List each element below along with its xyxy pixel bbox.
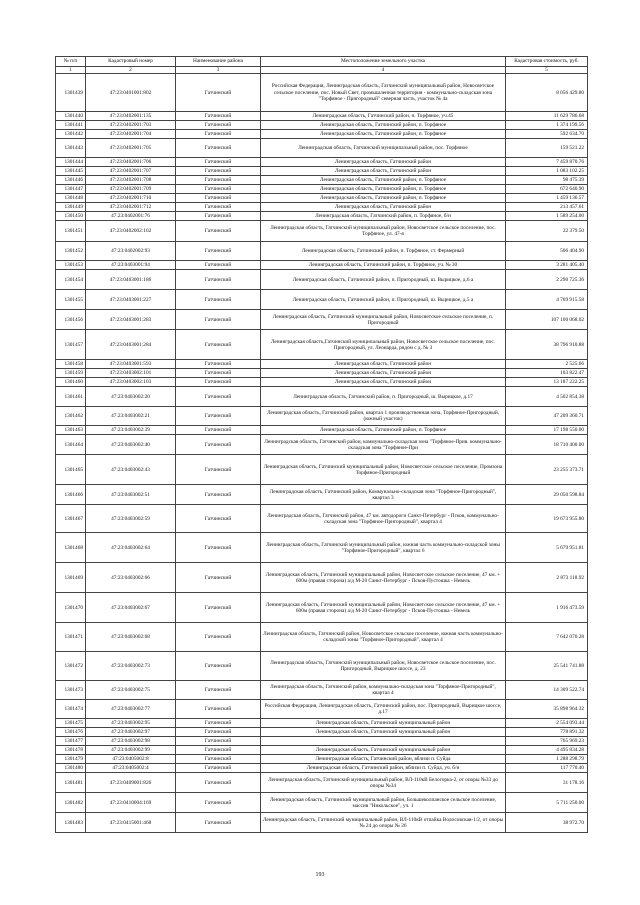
table-row xyxy=(56,728,588,737)
table-row xyxy=(56,112,588,121)
cost-cell: 506 404.90 xyxy=(506,242,588,261)
table-row xyxy=(56,455,588,485)
cadastral-number-cell: 47:23:0403001:593 xyxy=(86,360,176,369)
location-cell: Ленинградская область, Гатчинский район, вблизи п. Суйда, уч. б/н xyxy=(261,764,506,773)
cadastral-number-cell: 47:23:0403001:227 xyxy=(86,290,176,310)
cadastral-number-cell: 47:23:0403002:97 xyxy=(86,728,176,737)
table-row xyxy=(56,176,588,185)
cadastral-number-cell: 47:23:0403002:20 xyxy=(86,387,176,407)
district-cell: Гатчинский xyxy=(176,533,261,563)
district-cell: Гатчинский xyxy=(176,139,261,158)
row-id-cell: 1301468 xyxy=(56,533,86,563)
district-cell: Гатчинский xyxy=(176,203,261,212)
table-row xyxy=(56,681,588,700)
cadastral-number-cell: 47:23:0415001:468 xyxy=(86,813,176,833)
cost-cell: 14 309 522.74 xyxy=(506,681,588,700)
district-cell: Гатчинский xyxy=(176,212,261,221)
table-row xyxy=(56,652,588,681)
row-id-cell: 1301458 xyxy=(56,360,86,369)
cost-cell: 592 634.70 xyxy=(506,130,588,139)
table-row xyxy=(56,130,588,139)
cost-cell: 778 891.32 xyxy=(506,728,588,737)
column-number: 4 xyxy=(261,67,506,74)
table-row xyxy=(56,167,588,176)
row-id-cell: 1301463 xyxy=(56,426,86,435)
table-row xyxy=(56,212,588,221)
row-id-cell: 1301480 xyxy=(56,764,86,773)
cost-cell: 29 050 598.84 xyxy=(506,485,588,505)
district-cell: Гатчинский xyxy=(176,167,261,176)
district-cell: Гатчинский xyxy=(176,194,261,203)
cost-cell: 4 495 834.28 xyxy=(506,746,588,755)
district-cell: Гатчинский xyxy=(176,130,261,139)
cost-cell: 7 642 070.28 xyxy=(506,623,588,652)
location-cell: Ленинградская область, Гатчинский район, коммунально-складская зона "Торфяное-Пригородный", квартал 4 xyxy=(261,681,506,700)
location-cell: Ленинградская область, Гатчинский район, вблизи п. Суйда xyxy=(261,755,506,764)
row-id-cell: 1301451 xyxy=(56,221,86,242)
table-row xyxy=(56,533,588,563)
district-cell: Гатчинский xyxy=(176,623,261,652)
table-row xyxy=(56,194,588,203)
district-cell: Гатчинский xyxy=(176,764,261,773)
cost-cell: 117 770.40 xyxy=(506,764,588,773)
cadastral-number-cell: 47:23:0403002:68 xyxy=(86,623,176,652)
cadastral-number-cell: 47:23:0403002:43 xyxy=(86,455,176,485)
location-cell: Ленинградская область, Гатчинский район, Коммунально-складская зона "Торфяное-Пригородный", квартал 3 xyxy=(261,485,506,505)
cadastral-number-cell: 47:23:0403002:66 xyxy=(86,563,176,593)
cadastral-number-cell: 47:23:0409001:826 xyxy=(86,773,176,793)
cadastral-number-cell: 47:23:0403002:98 xyxy=(86,737,176,746)
cost-cell: 35 898 964.32 xyxy=(506,700,588,719)
cost-cell: 5 711 250.00 xyxy=(506,793,588,813)
cost-cell: 7 459 870.76 xyxy=(506,158,588,167)
cost-cell: 47 209 360.71 xyxy=(506,407,588,426)
cadastral-number-cell: 47:23:0403002:103 xyxy=(86,378,176,387)
district-cell: Гатчинский xyxy=(176,793,261,813)
district-cell: Гатчинский xyxy=(176,700,261,719)
row-id-cell: 1301473 xyxy=(56,681,86,700)
table-row xyxy=(56,330,588,360)
cost-cell: 1 589 254.00 xyxy=(506,212,588,221)
cadastral-number-cell: 47:23:0403002:40 xyxy=(86,435,176,455)
cadastral-number-cell: 47:23:0403001:186 xyxy=(86,270,176,290)
cost-cell: 765 969.23 xyxy=(506,737,588,746)
cadastral-number-cell: 47:23:0402001:707 xyxy=(86,167,176,176)
row-id-cell: 1301483 xyxy=(56,813,86,833)
table-row xyxy=(56,139,588,158)
row-id-cell: 1301460 xyxy=(56,378,86,387)
row-id-cell: 1301471 xyxy=(56,623,86,652)
table-row xyxy=(56,74,588,112)
cost-cell: 98 475.39 xyxy=(506,176,588,185)
cost-cell: 18 710 400.00 xyxy=(506,435,588,455)
header-cadastral-cost: Кадастровая стоимость, руб. xyxy=(506,57,588,67)
cadastral-number-cell: 47:23:0403002:39 xyxy=(86,426,176,435)
cost-cell: 19 673 955.80 xyxy=(506,505,588,533)
table-row xyxy=(56,593,588,623)
row-id-cell: 1301481 xyxy=(56,773,86,793)
row-id-cell: 1301478 xyxy=(56,746,86,755)
cadastral-number-cell: 47:23:0403002:101 xyxy=(86,369,176,378)
column-number: 2 xyxy=(86,67,176,74)
cost-cell: 4 769 915.58 xyxy=(506,290,588,310)
row-id-cell: 1301476 xyxy=(56,728,86,737)
row-id-cell: 1301459 xyxy=(56,369,86,378)
location-cell: Ленинградская область, Гатчинский район, п. Торфяное, уч.45 xyxy=(261,112,506,121)
cost-cell: 8 056 429.80 xyxy=(506,74,588,112)
table-row xyxy=(56,290,588,310)
location-cell: Ленинградская область, Гатчинский муниципальный район xyxy=(261,746,506,755)
table-row xyxy=(56,485,588,505)
district-cell: Гатчинский xyxy=(176,242,261,261)
cost-cell: 25 541 741.88 xyxy=(506,652,588,681)
district-cell: Гатчинский xyxy=(176,387,261,407)
location-cell: Ленинградская область, Гатчинский муниципальный район, Новосветское сельское поселение, п. Пригородный xyxy=(261,310,506,330)
cadastral-number-cell: 47:23:0403002:64 xyxy=(86,533,176,563)
cadastral-number-cell: 47:23:0402001:76 xyxy=(86,212,176,221)
row-id-cell: 1301444 xyxy=(56,158,86,167)
table-row xyxy=(56,737,588,746)
cost-cell: 103 822.47 xyxy=(506,369,588,378)
cost-cell: 1 459 136.57 xyxy=(506,194,588,203)
cadastral-number-cell: 47:23:0402002:102 xyxy=(86,221,176,242)
row-id-cell: 1301445 xyxy=(56,167,86,176)
header-location: Местоположение земельного участка xyxy=(261,57,506,67)
district-cell: Гатчинский xyxy=(176,813,261,833)
row-id-cell: 1301479 xyxy=(56,755,86,764)
cost-cell: 2 554 093.44 xyxy=(506,719,588,728)
table-row xyxy=(56,369,588,378)
row-id-cell: 1301477 xyxy=(56,737,86,746)
district-cell: Гатчинский xyxy=(176,505,261,533)
cadastral-number-cell: 47:23:0403002:67 xyxy=(86,593,176,623)
district-cell: Гатчинский xyxy=(176,121,261,130)
cadastral-number-cell: 47:23:0403001:283 xyxy=(86,310,176,330)
cadastral-number-cell: 47:23:0405002:4 xyxy=(86,764,176,773)
district-cell: Гатчинский xyxy=(176,728,261,737)
cadastral-number-cell: 47:23:0402001:703 xyxy=(86,121,176,130)
table-row xyxy=(56,261,588,270)
cadastral-number-cell: 47:23:0402001:708 xyxy=(86,176,176,185)
district-cell: Гатчинский xyxy=(176,310,261,330)
location-cell: Ленинградская область, Гатчинский район xyxy=(261,369,506,378)
location-cell: Ленинградская область, Гатчинский район, п. Пригородный, ш. Вырицкое, д.6 а xyxy=(261,270,506,290)
table-row xyxy=(56,203,588,212)
district-cell: Гатчинский xyxy=(176,593,261,623)
table-row xyxy=(56,426,588,435)
page-number: 193 xyxy=(315,872,325,878)
table-row xyxy=(56,387,588,407)
column-number: 3 xyxy=(176,67,261,74)
cadastral-number-cell: 47:23:0401001:802 xyxy=(86,74,176,112)
row-id-cell: 1301443 xyxy=(56,139,86,158)
district-cell: Гатчинский xyxy=(176,455,261,485)
cost-cell: 1 288 298.79 xyxy=(506,755,588,764)
location-cell: Ленинградская область, Гатчинский муниципальный район, Новосветское сельское поселение, Промзона Торфяное-Пригородный xyxy=(261,455,506,485)
district-cell: Гатчинский xyxy=(176,652,261,681)
cadastral-number-cell: 47:23:0403002:99 xyxy=(86,746,176,755)
location-cell: Ленинградская область, Гатчинский район xyxy=(261,360,506,369)
cadastral-number-cell: 47:23:0405002:8 xyxy=(86,755,176,764)
table-row xyxy=(56,435,588,455)
cadastral-number-cell: 47:23:0402001:706 xyxy=(86,158,176,167)
location-cell: Ленинградская область, Гатчинский район xyxy=(261,158,506,167)
table-row xyxy=(56,700,588,719)
cadastral-number-cell: 47:23:0403002:73 xyxy=(86,652,176,681)
row-id-cell: 1301470 xyxy=(56,593,86,623)
header-cadastral-number: Кадастровый номер xyxy=(86,57,176,67)
district-cell: Гатчинский xyxy=(176,746,261,755)
location-cell: Ленинградская область, Гатчинский район, Новосветское сельское поселение, южная часть коммунально-складской зоны "Торфяное-Пригородный", квартал 4 xyxy=(261,623,506,652)
cost-cell: 11 629 786.68 xyxy=(506,112,588,121)
district-cell: Гатчинский xyxy=(176,737,261,746)
row-id-cell: 1301461 xyxy=(56,387,86,407)
row-id-cell: 1301456 xyxy=(56,310,86,330)
district-cell: Гатчинский xyxy=(176,681,261,700)
location-cell: Ленинградская область, Гатчинский район, квартал 1 производственная зона, Торфяное-Пригородный, (южный участок) xyxy=(261,407,506,426)
table-row xyxy=(56,360,588,369)
row-id-cell: 1301450 xyxy=(56,212,86,221)
cost-cell: 17 198 550.00 xyxy=(506,426,588,435)
location-cell: Ленинградская область, Гатчинский муниципальный район, ВЛ-110кВ Белогорка-2, от опоры №33 до опоры №34 xyxy=(261,773,506,793)
cost-cell: 5 679 951.81 xyxy=(506,533,588,563)
row-id-cell: 1301447 xyxy=(56,185,86,194)
table-row xyxy=(56,221,588,242)
cadastral-value-table xyxy=(55,56,588,833)
row-id-cell: 1301452 xyxy=(56,242,86,261)
location-cell xyxy=(261,737,506,746)
table-row xyxy=(56,764,588,773)
location-cell: Ленинградская область, Гатчинский район, п. Торфяное, б/н xyxy=(261,212,506,221)
column-number: 5 xyxy=(506,67,588,74)
district-cell: Гатчинский xyxy=(176,270,261,290)
district-cell: Гатчинский xyxy=(176,330,261,360)
location-cell: Ленинградская область,Гатчинский муниципальный район, Новосветское сельское поселение, пос. Пригородный, ул. Леонарда, рядом с д. № 3 xyxy=(261,330,506,360)
district-cell: Гатчинский xyxy=(176,773,261,793)
header-district-name: Наименование района xyxy=(176,57,261,67)
header-row-number: № п/п xyxy=(56,57,86,67)
row-id-cell: 1301454 xyxy=(56,270,86,290)
table-row xyxy=(56,378,588,387)
district-cell: Гатчинский xyxy=(176,176,261,185)
cadastral-number-cell: 47:23:0402001:712 xyxy=(86,203,176,212)
cadastral-number-cell: 47:23:0403001:284 xyxy=(86,330,176,360)
cadastral-number-cell: 47:23:0402001:709 xyxy=(86,185,176,194)
row-id-cell: 1301465 xyxy=(56,455,86,485)
location-cell: Ленинградская область, Гатчинский муниципальный район, Новосветское сельское поселение, 47 км. + 600м (правая сторона) а/д М-20 Санкт-Петербург - Псков-Пустошка - Невель xyxy=(261,593,506,623)
cadastral-number-cell: 47:23:0403002:51 xyxy=(86,485,176,505)
row-id-cell: 1301455 xyxy=(56,290,86,310)
table-row xyxy=(56,310,588,330)
district-cell: Гатчинский xyxy=(176,74,261,112)
table-row xyxy=(56,121,588,130)
district-cell: Гатчинский xyxy=(176,360,261,369)
row-id-cell: 1301439 xyxy=(56,74,86,112)
cadastral-number-cell: 47:23:0403002:95 xyxy=(86,719,176,728)
cadastral-number-cell: 47:23:0403002:75 xyxy=(86,681,176,700)
location-cell: Ленинградская область, Гатчинский муниципальный район, Большеколпанское сельское поселение, массив "Никольское", уч. 1 xyxy=(261,793,506,813)
location-cell: Ленинградская область, Гатчинский муниципальный район, пос. Торфяное xyxy=(261,139,506,158)
cadastral-number-cell: 47:23:0402001:704 xyxy=(86,130,176,139)
cost-cell: 159 521.22 xyxy=(506,139,588,158)
cost-cell: 1 374 199.56 xyxy=(506,121,588,130)
row-id-cell: 1301440 xyxy=(56,112,86,121)
table-row xyxy=(56,623,588,652)
row-id-cell: 1301457 xyxy=(56,330,86,360)
location-cell: Ленинградская область, Гатчинский муниципальный район, южная часть коммунально-складской зоны "Торфяное-Пригородный", квартал 6 xyxy=(261,533,506,563)
district-cell: Гатчинский xyxy=(176,221,261,242)
column-number-row xyxy=(56,67,588,74)
cadastral-number-cell: 47:23:0403002:21 xyxy=(86,407,176,426)
row-id-cell: 1301453 xyxy=(56,261,86,270)
table-row xyxy=(56,755,588,764)
location-cell: Ленинградская область, Гатчинский район, п. Торфяное xyxy=(261,176,506,185)
location-cell: Ленинградская область, Гатчинский район, п. Торфяное xyxy=(261,194,506,203)
location-cell: Российская Федерация, Ленинградская область, Гатчинский район, пос. Пригородный, Вырицкое шоссе, д.17 xyxy=(261,700,506,719)
district-cell: Гатчинский xyxy=(176,112,261,121)
row-id-cell: 1301449 xyxy=(56,203,86,212)
cost-cell: 2 290 725.36 xyxy=(506,270,588,290)
district-cell: Гатчинский xyxy=(176,290,261,310)
table-row xyxy=(56,719,588,728)
cost-cell: 4 502 854.38 xyxy=(506,387,588,407)
location-cell: Ленинградская область, Гатчинский район, п. Торфяное, ст. Фермерный xyxy=(261,242,506,261)
location-cell: Ленинградская область, Гатчинский район, п. Торфяное, уч. № 30 xyxy=(261,261,506,270)
table-row xyxy=(56,773,588,793)
cost-cell: 3 281 405.40 xyxy=(506,261,588,270)
cadastral-number-cell: 47:23:0410004:169 xyxy=(86,793,176,813)
row-id-cell: 1301464 xyxy=(56,435,86,455)
table-row xyxy=(56,242,588,261)
row-id-cell: 1301475 xyxy=(56,719,86,728)
row-id-cell: 1301482 xyxy=(56,793,86,813)
cadastral-number-cell: 47:23:0403001:94 xyxy=(86,261,176,270)
location-cell: Ленинградская область, Гатчинский муниципальный район, Новосветское сельское поселение, пос. Торфяное, ул. 47-я xyxy=(261,221,506,242)
table-row xyxy=(56,813,588,833)
cost-cell: 38 972.70 xyxy=(506,813,588,833)
cost-cell: 23 255 373.71 xyxy=(506,455,588,485)
location-cell: Ленинградская область, Гатчинский район xyxy=(261,203,506,212)
district-cell: Гатчинский xyxy=(176,426,261,435)
location-cell: Российская Федерация, Ленинградская область, Гатчинский муниципальный район, Новосветское сельское поселение, пос. Новый Свет, промышленная территория - коммунально-складская зона "Торфяное - Пригородный" северная часть, участок № 4а xyxy=(261,74,506,112)
table-row xyxy=(56,505,588,533)
cadastral-number-cell: 47:23:0402001:135 xyxy=(86,112,176,121)
location-cell: Ленинградская область, Гатчинский район, п. Пригородный, ш. Вырицкое, д.17 xyxy=(261,387,506,407)
district-cell: Гатчинский xyxy=(176,719,261,728)
district-cell: Гатчинский xyxy=(176,378,261,387)
column-number: 1 xyxy=(56,67,86,74)
location-cell: Ленинградская область, Гатчинский муниципальный район, Новосветское сельское поселение, 47 км. + 600м (правая сторона) а/д М-20 Санкт-Петербург - Псков-Пустошка - Невель xyxy=(261,563,506,593)
cost-cell: 13 187 222.25 xyxy=(506,378,588,387)
cost-cell: 38 796 910.88 xyxy=(506,330,588,360)
district-cell: Гатчинский xyxy=(176,485,261,505)
cadastral-number-cell: 47:23:0402001:705 xyxy=(86,139,176,158)
location-cell: Ленинградская область, Гатчинский район, п. Торфяное xyxy=(261,130,506,139)
row-id-cell: 1301448 xyxy=(56,194,86,203)
location-cell: Ленинградская область, Гатчинский муниципальный район xyxy=(261,719,506,728)
cost-cell: 2 873 118.92 xyxy=(506,563,588,593)
cadastral-number-cell: 47:23:0403002:59 xyxy=(86,505,176,533)
row-id-cell: 1301472 xyxy=(56,652,86,681)
location-cell: Ленинградская область, Гатчинский район xyxy=(261,378,506,387)
row-id-cell: 1301466 xyxy=(56,485,86,505)
location-cell: Ленинградская область, Гатчинский район, п. Пригородный, ш. Вырицкое, д.5 а xyxy=(261,290,506,310)
row-id-cell: 1301462 xyxy=(56,407,86,426)
row-id-cell: 1301474 xyxy=(56,700,86,719)
cost-cell: 1 083 102.25 xyxy=(506,167,588,176)
location-cell: Ленинградская область, Гатчинский муниципальный район, ВЛ-110кВ отпайка Волосовская-1/2, от опоры № 24 до опоры № 26 xyxy=(261,813,506,833)
district-cell: Гатчинский xyxy=(176,563,261,593)
row-id-cell: 1301467 xyxy=(56,505,86,533)
table-row xyxy=(56,270,588,290)
table-row xyxy=(56,746,588,755)
location-cell: Ленинградская область, Гатчинский район, п. Торфяное xyxy=(261,121,506,130)
row-id-cell: 1301442 xyxy=(56,130,86,139)
location-cell: Ленинградская область, Гатчинский район, п. Торфяное xyxy=(261,426,506,435)
table-header-row xyxy=(56,57,588,67)
cost-cell: 2 525.66 xyxy=(506,360,588,369)
location-cell: Ленинградская область, Гатчинский район, п. Торфяное xyxy=(261,185,506,194)
cost-cell: 107 100 068.02 xyxy=(506,310,588,330)
district-cell: Гатчинский xyxy=(176,369,261,378)
cost-cell: 31 178.16 xyxy=(506,773,588,793)
table-row xyxy=(56,407,588,426)
location-cell: Ленинградская область, Гатчинский район xyxy=(261,167,506,176)
cadastral-number-cell: 47:23:0402002:93 xyxy=(86,242,176,261)
cost-cell: 22 379.50 xyxy=(506,221,588,242)
cadastral-number-cell: 47:23:0402001:710 xyxy=(86,194,176,203)
location-cell: Ленинградская область, Гатчинский муниципальный район, Новосветское сельское поселение, пос. Пригородный, Вырицкое шоссе, д. 23 xyxy=(261,652,506,681)
district-cell: Гатчинский xyxy=(176,261,261,270)
district-cell: Гатчинский xyxy=(176,185,261,194)
location-cell: Ленинградская область, Гатчинский муниципальный район xyxy=(261,728,506,737)
row-id-cell: 1301446 xyxy=(56,176,86,185)
table-row xyxy=(56,158,588,167)
row-id-cell: 1301469 xyxy=(56,563,86,593)
cost-cell: 1 916 473.59 xyxy=(506,593,588,623)
district-cell: Гатчинский xyxy=(176,407,261,426)
row-id-cell: 1301441 xyxy=(56,121,86,130)
district-cell: Гатчинский xyxy=(176,435,261,455)
district-cell: Гатчинский xyxy=(176,755,261,764)
location-cell: Ленинградская область, Гатчинский район, коммунально-складская зона "Торфяное-Прив. коммунально-складская зона "Торфяное-При xyxy=(261,435,506,455)
land-cadastral-table-wrapper xyxy=(55,56,587,833)
cost-cell: 672 640.90 xyxy=(506,185,588,194)
cadastral-number-cell: 47:23:0403002:77 xyxy=(86,700,176,719)
table-row xyxy=(56,185,588,194)
cost-cell: 213 457.61 xyxy=(506,203,588,212)
table-row xyxy=(56,563,588,593)
district-cell: Гатчинский xyxy=(176,158,261,167)
table-body xyxy=(56,74,588,833)
table-row xyxy=(56,793,588,813)
location-cell: Ленинградская область, Гатчинский район, 47 км. автодороги Санкт-Петербург - Псков, коммунально-складская зона "Торфяное-Пригородный", квартал 4 xyxy=(261,505,506,533)
